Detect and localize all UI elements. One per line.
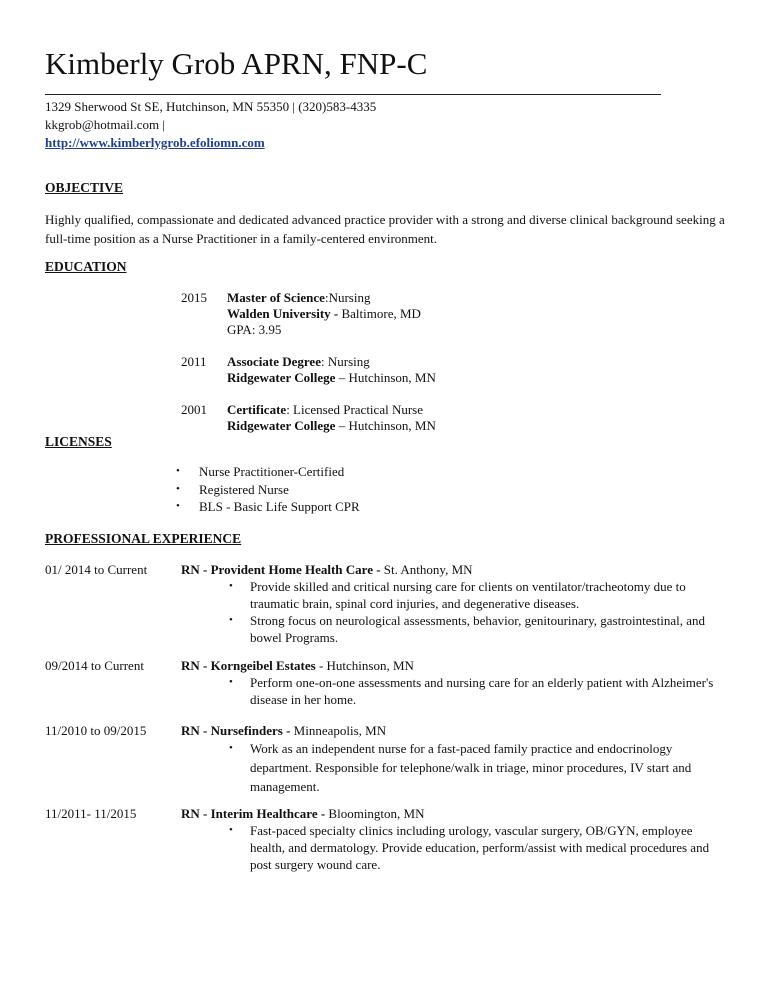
email-line: kkgrob@hotmail.com | (45, 117, 166, 132)
degree-name: Associate Degree (227, 354, 321, 369)
objective-text: Highly qualified, compassionate and dedicated advanced practice provider with a strong and diverse clinical background seeking a full-time position as a Nurse Practitioner in a family-centered environment. (45, 212, 725, 246)
job-location: - Hutchinson, MN (315, 658, 414, 673)
education-school-line (227, 370, 436, 386)
bullet-icon: • (176, 483, 180, 495)
job-bullet: Strong focus on neurological assessments, behavior, genitourinary, gastrointestinal, and bowel Programs. (250, 613, 705, 645)
education-school-line (227, 418, 436, 434)
education-degree-line (227, 354, 370, 370)
bullet-icon: • (229, 614, 233, 626)
education-year: 2011 (181, 354, 207, 369)
job-title-line (181, 657, 414, 674)
license-item: BLS - Basic Life Support CPR (199, 499, 360, 514)
job-title: RN - Korngeibel Estates (181, 658, 316, 673)
license-item: Registered Nurse (199, 482, 289, 497)
job-bullet: Fast-paced specialty clinics including urology, vascular surgery, OB/GYN, employee health, and dermatology. Provide education, perform/assist with medical procedures and post surgery wound care. (250, 823, 710, 872)
school-name: Walden University - (227, 306, 339, 321)
candidate-name: Kimberly Grob APRN, FNP-C (45, 46, 428, 81)
job-title: RN - Nursefinders - (181, 723, 291, 738)
school-location: – Hutchinson, MN (335, 370, 436, 385)
bullet-icon: • (176, 500, 180, 512)
job-dates: 01/ 2014 to Current (45, 562, 148, 577)
job-dates: 11/2010 to 09/2015 (45, 723, 147, 738)
job-bullet: Provide skilled and critical nursing care for clients on ventilator/tracheotomy due to traumatic brain, spinal cord injuries, and degenerative diseases. (250, 579, 686, 611)
job-location: St. Anthony, MN (380, 562, 473, 577)
website-line (45, 134, 265, 152)
bullet-icon: • (229, 824, 233, 836)
job-title-line (181, 561, 473, 578)
job-bullet: Work as an independent nurse for a fast-paced family practice and endocrinology department. Responsible for telephone/walk in triage, minor procedures, IV start and management. (250, 741, 692, 794)
website-link[interactable]: http://www.kimberlygrob.efoliomn.com (45, 135, 265, 150)
education-degree-line (227, 290, 370, 306)
education-year: 2001 (181, 402, 207, 417)
job-bullet: Perform one-on-one assessments and nursing care for an elderly patient with Alzheimer's disease in her home. (250, 675, 714, 707)
license-item: Nurse Practitioner-Certified (199, 464, 345, 479)
degree-field: : Nursing (320, 354, 370, 369)
job-dates: 09/2014 to Current (45, 658, 144, 673)
bullet-icon: • (229, 580, 233, 592)
education-year: 2015 (181, 290, 207, 305)
licenses-heading: LICENSES (45, 434, 112, 449)
education-degree-line (227, 402, 423, 418)
experience-heading: PROFESSIONAL EXPERIENCE (45, 531, 242, 546)
education-heading: EDUCATION (45, 259, 127, 274)
job-location: Minneapolis, MN (290, 723, 387, 738)
education-school-line (227, 306, 421, 322)
school-name: Ridgewater College (227, 370, 336, 385)
degree-name: Master of Science (227, 290, 325, 305)
education-gpa: GPA: 3.95 (227, 322, 282, 337)
address-line: 1329 Sherwood St SE, Hutchinson, MN 55350 | (320)583-4335 (45, 99, 377, 114)
job-title: RN - Provident Home Health Care - (181, 562, 381, 577)
degree-name: Certificate (227, 402, 287, 417)
header-rule (45, 94, 661, 95)
job-title: RN - Interim Healthcare - (181, 806, 326, 821)
job-title-line (181, 722, 386, 739)
job-title-line (181, 805, 425, 822)
school-location: – Hutchinson, MN (335, 418, 436, 433)
school-name: Ridgewater College (227, 418, 336, 433)
job-dates: 11/2011- 11/2015 (45, 806, 137, 821)
degree-field: : Licensed Practical Nurse (286, 402, 423, 417)
bullet-icon: • (229, 742, 233, 754)
school-location: Baltimore, MD (338, 306, 421, 321)
degree-field: :Nursing (324, 290, 371, 305)
bullet-icon: • (229, 676, 233, 688)
objective-heading: OBJECTIVE (45, 180, 124, 195)
job-location: Bloomington, MN (325, 806, 425, 821)
bullet-icon: • (176, 465, 180, 477)
